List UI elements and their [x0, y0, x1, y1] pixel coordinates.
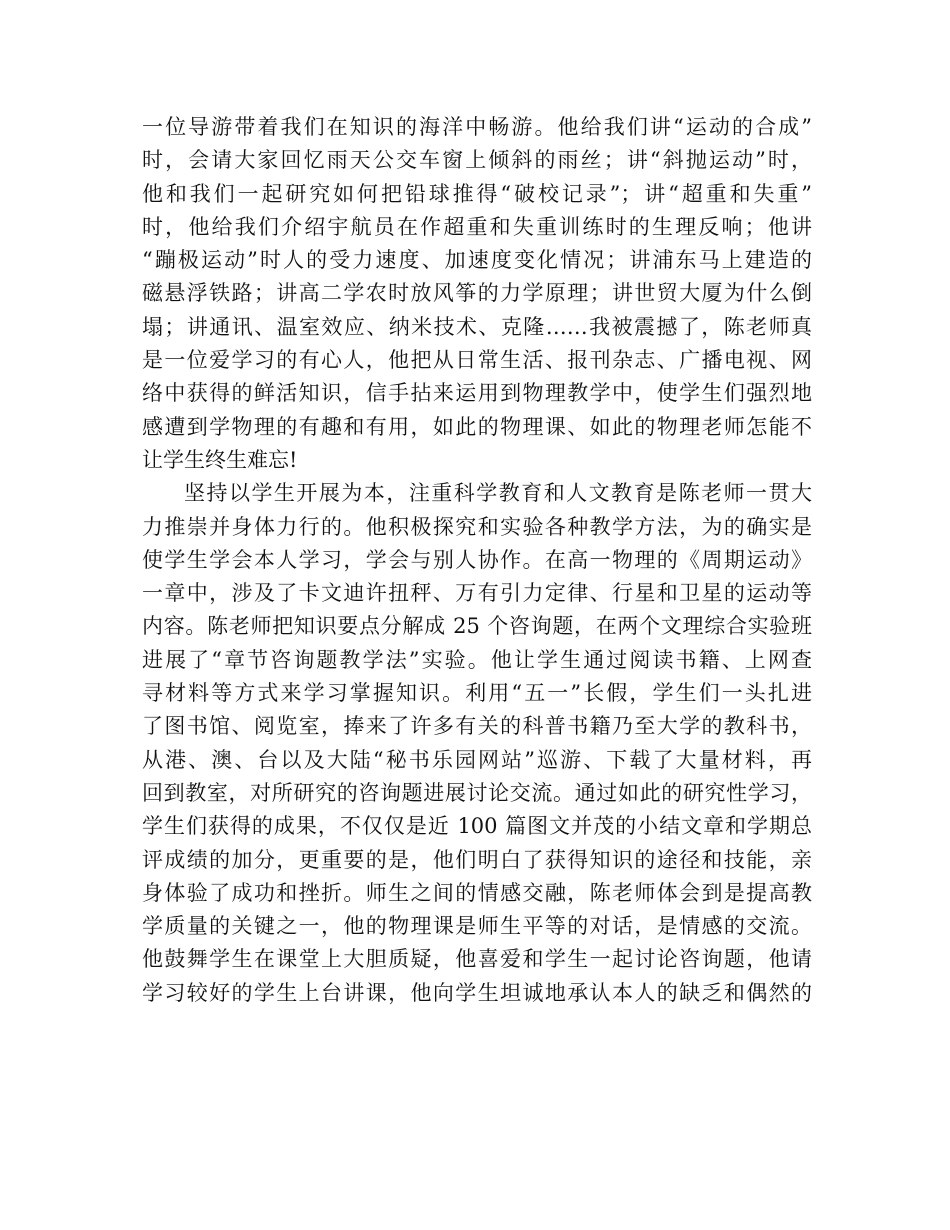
text-line: 络中获得的鲜活知识，信手拈来运用到物理教学中，使学生们强烈地 [142, 381, 812, 406]
body-text [142, 111, 812, 1010]
text-line: 力推崇并身体力行的。他积极探究和实验各种教学方法，为的确实是 [142, 514, 812, 539]
text-line: 塌；讲通讯、温室效应、纳米技术、克隆……我被震撼了，陈老师真 [142, 314, 812, 339]
text-line: 学生们获得的成果，不仅仅是近 100 篇图文并茂的小结文章和学期总 [142, 814, 812, 839]
text-line: “蹦极运动”时人的受力速度、加速度变化情况；讲浦东马上建造的 [142, 248, 812, 273]
text-line: 时，他给我们介绍宇航员在作超重和失重训练时的生理反响；他讲 [142, 214, 812, 239]
text-line: 时，会请大家回忆雨天公交车窗上倾斜的雨丝；讲“斜抛运动”时， [142, 148, 812, 173]
text-line: 回到教室，对所研究的咨询题进展讨论交流。通过如此的研究性学习， [142, 780, 812, 805]
text-line: 身体验了成功和挫折。师生之间的情感交融，陈老师体会到是提高教 [142, 880, 812, 905]
text-line: 进展了“章节咨询题教学法”实验。他让学生通过阅读书籍、上网查 [142, 647, 812, 672]
text-line: 从港、澳、台以及大陆“秘书乐园网站”巡游、下载了大量材料，再 [142, 747, 812, 772]
text-line: 感遭到学物理的有趣和有用，如此的物理课、如此的物理老师怎能不 [142, 414, 812, 439]
text-line: 他鼓舞学生在课堂上大胆质疑，他喜爱和学生一起讨论咨询题，他请 [142, 947, 812, 972]
text-line: 内容。陈老师把知识要点分解成 25 个咨询题，在两个文理综合实验班 [142, 614, 812, 639]
text-line: 一章中，涉及了卡文迪许扭秤、万有引力定律、行星和卫星的运动等 [142, 581, 812, 606]
text-line: 一位导游带着我们在知识的海洋中畅游。他给我们讲“运动的合成” [142, 115, 812, 139]
text-line: 是一位爱学习的有心人，他把从日常生活、报刊杂志、广播电视、网 [142, 348, 812, 373]
text-line: 学习较好的学生上台讲课，他向学生坦诚地承认本人的缺乏和偶然的 [142, 980, 812, 1005]
text-line: 了图书馆、阅览室，捧来了许多有关的科普书籍乃至大学的教科书， [142, 714, 812, 739]
text-line: 他和我们一起研究如何把铅球推得“破校记录”；讲“超重和失重” [142, 181, 812, 206]
text-line: 使学生学会本人学习，学会与别人协作。在高一物理的《周期运动》 [142, 547, 812, 572]
text-line: 磁悬浮铁路；讲高二学农时放风筝的力学原理；讲世贸大厦为什么倒 [142, 281, 812, 306]
text-line: 评成绩的加分，更重要的是，他们明白了获得知识的途径和技能，亲 [142, 847, 812, 872]
text-line: 学质量的关键之一，他的物理课是师生平等的对话，是情感的交流。 [142, 914, 812, 939]
text-line: 寻材料等方式来学习掌握知识。利用“五一”长假，学生们一头扎进 [142, 681, 812, 706]
text-line: 让学生终生难忘! [142, 447, 298, 472]
text-line: 坚持以学生开展为本，注重科学教育和人文教育是陈老师一贯大 [184, 481, 812, 506]
